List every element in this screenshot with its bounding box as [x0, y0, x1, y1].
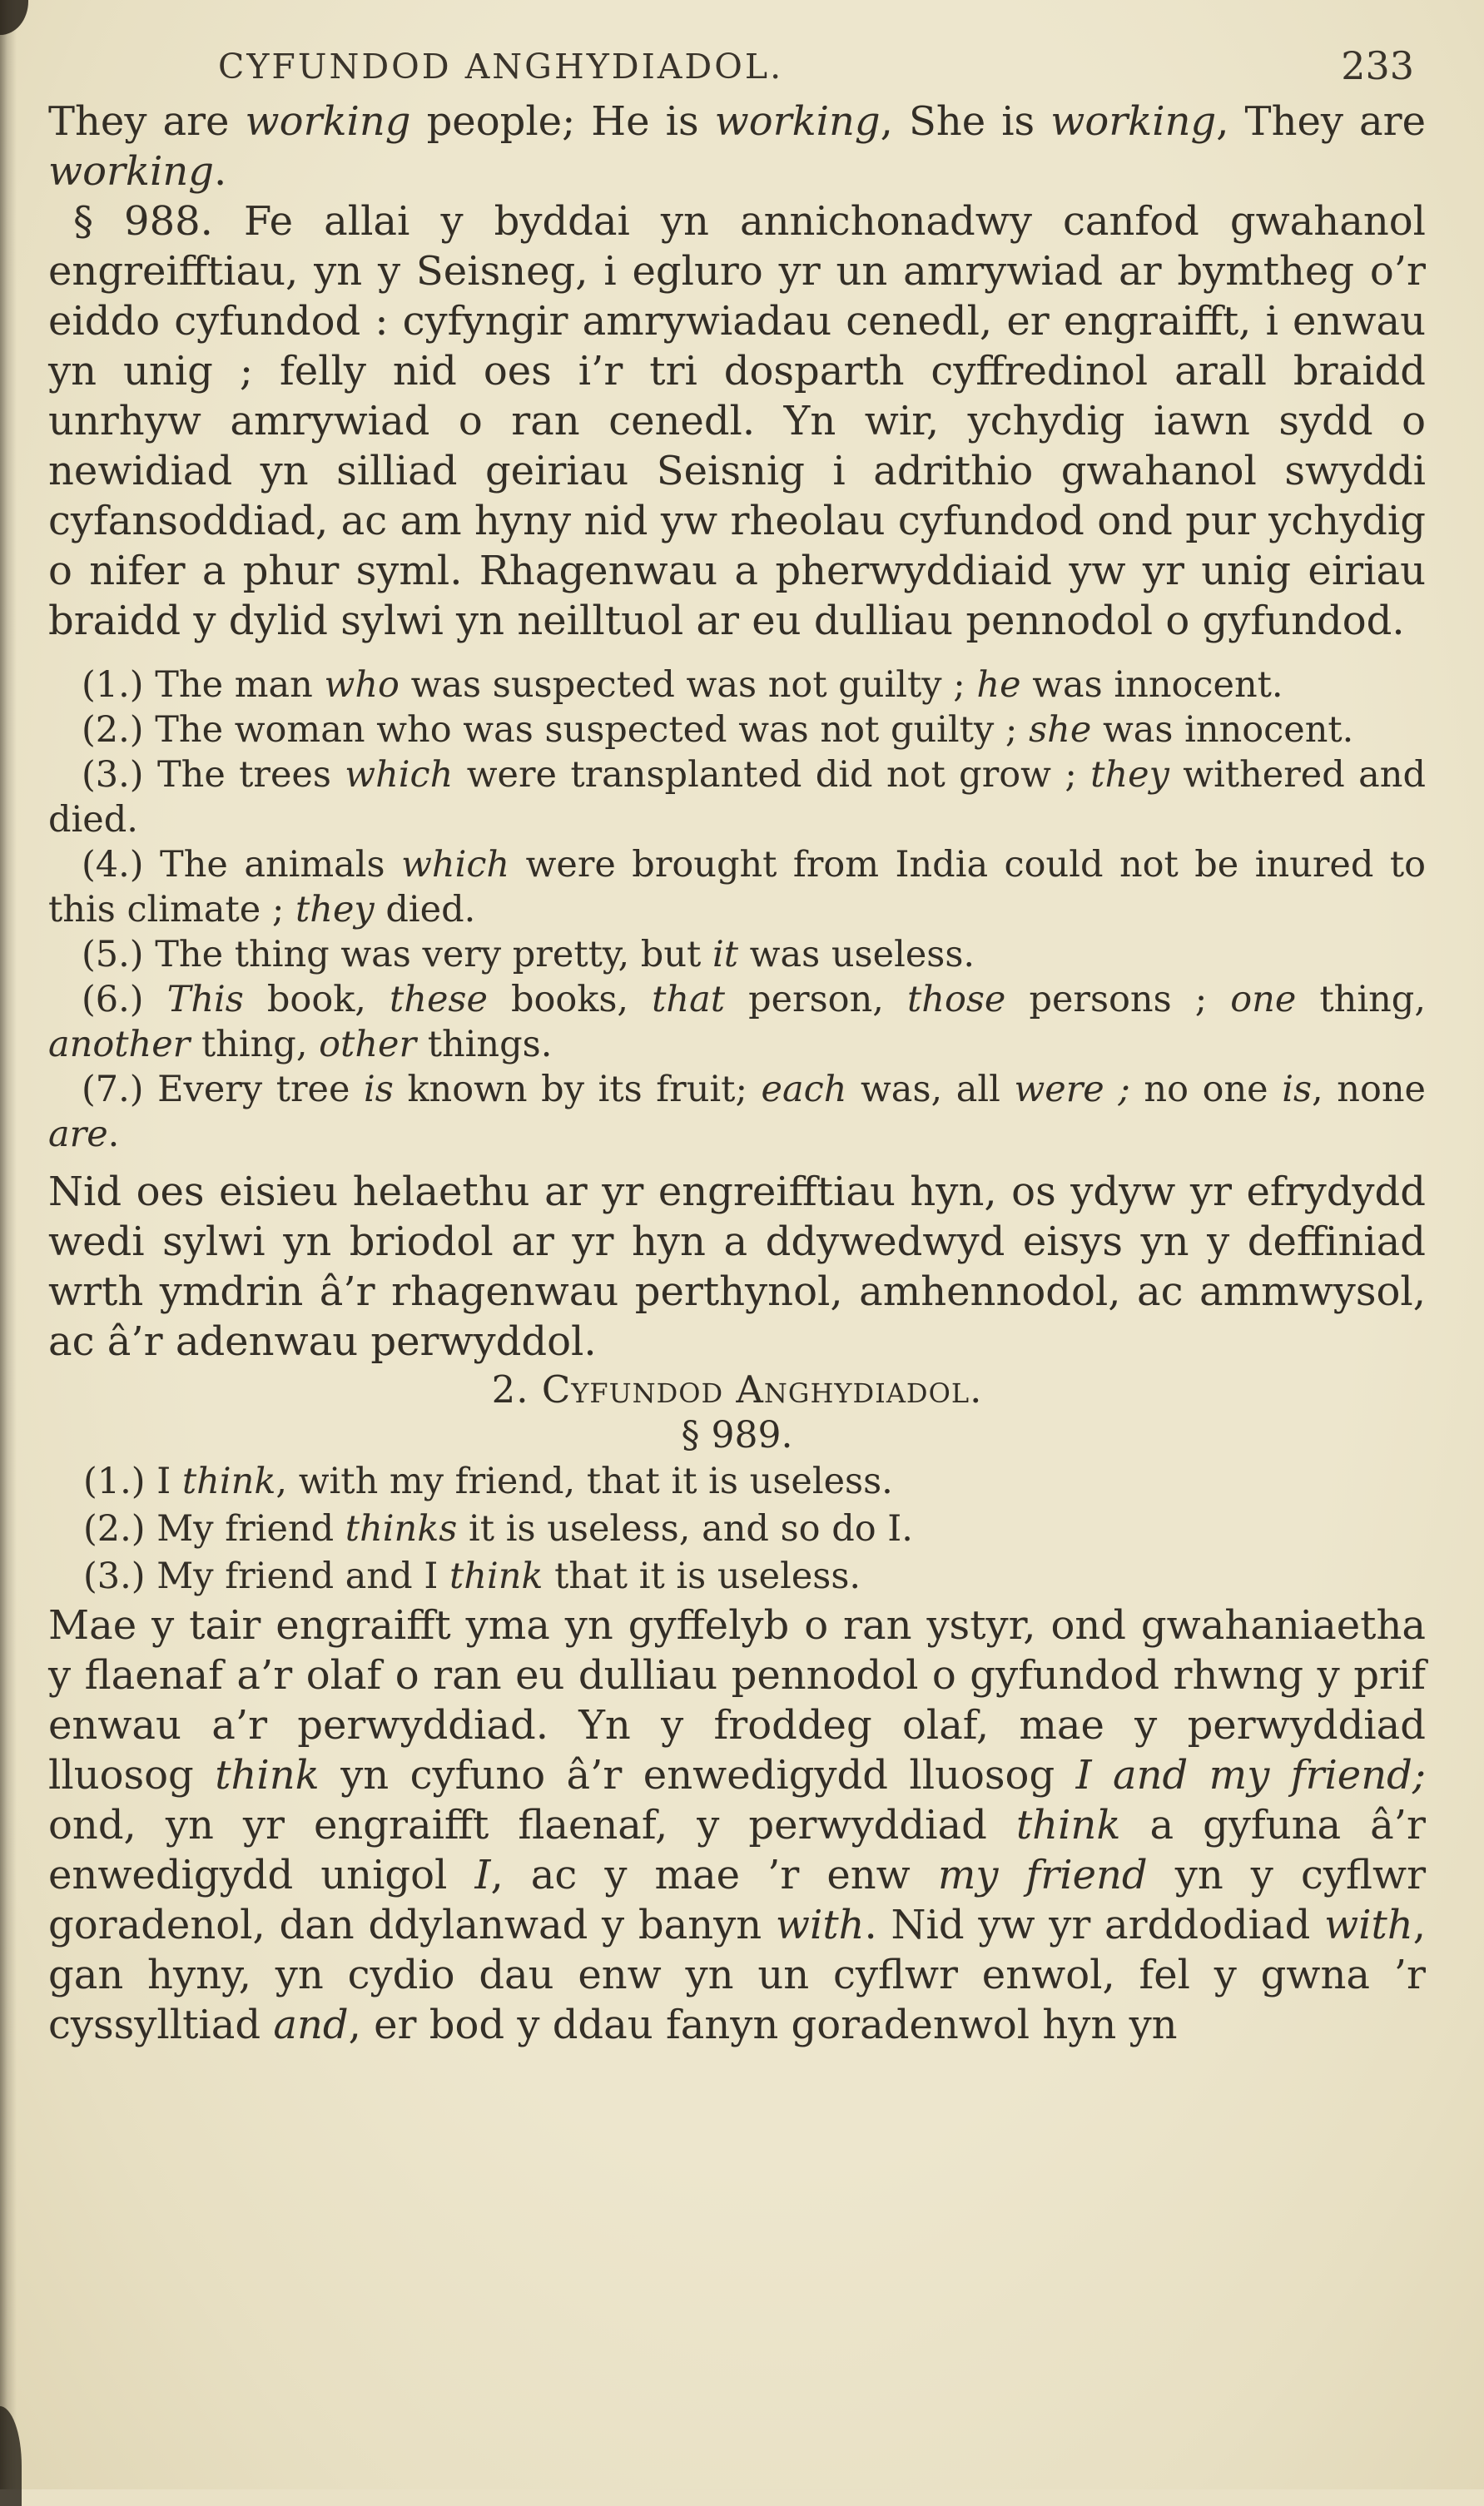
text-segment: Mae y tair engraifft yma yn gyffelyb o ran ystyr, ond gwahaniaetha y flaenaf a’r olaf o ran eu dulliau pennodol o gyfundod rhwng y prif enwau a’r perwyddiad. Yn y froddeg olaf, mae y perwyddiad lluosog	[48, 1602, 1426, 1799]
text-segment: , with my friend, that it is useless.	[275, 1461, 893, 1502]
italic-emphasis: with	[775, 1902, 865, 1948]
running-header-title: CYFUNDOD ANGHYDIADOL.	[218, 47, 784, 87]
italic-emphasis: they	[1090, 754, 1169, 796]
text-segment: person,	[725, 979, 907, 1020]
example-item-6	[48, 977, 1426, 1067]
italic-emphasis: think	[215, 1752, 320, 1799]
example-item-1	[48, 662, 1426, 707]
text-segment: , She is	[880, 98, 1051, 145]
italic-emphasis: This	[166, 979, 244, 1020]
italic-emphasis: who	[324, 664, 400, 706]
text-segment: were brought from India could not be inured to this climate ;	[48, 844, 1427, 930]
section-988-paragraph	[48, 196, 1426, 646]
text-segment: § 989.	[681, 1414, 793, 1456]
list-item-1	[48, 1458, 1426, 1506]
text-segment: yn cyfuno â’r enwedigydd lluosog	[319, 1752, 1076, 1799]
text-segment: . Nid yw yr arddodiad	[864, 1902, 1325, 1948]
example-item-4	[48, 842, 1426, 932]
page-body	[48, 97, 1426, 2050]
text-segment: ond, yn yr engraifft flaenaf, y perwyddiad	[48, 1802, 1016, 1848]
text-segment: books,	[487, 979, 653, 1020]
italic-emphasis: which	[345, 754, 454, 796]
text-segment: , They are	[1216, 98, 1427, 145]
italic-emphasis: it	[712, 934, 739, 975]
text-segment: known by its fruit;	[393, 1069, 762, 1110]
text-segment: (5.) The thing was very pretty, but	[82, 934, 712, 975]
italic-emphasis: think	[181, 1461, 276, 1502]
text-segment: (3.) My friend and I	[83, 1556, 449, 1597]
text-segment: withered and died.	[48, 754, 1426, 841]
text-segment: They are	[48, 98, 246, 145]
italic-emphasis: are	[48, 1114, 108, 1155]
page-number: 233	[1341, 43, 1414, 88]
text-segment: was suspected was not guilty ;	[399, 664, 977, 706]
example-item-5	[48, 932, 1426, 977]
italic-emphasis: working	[245, 98, 411, 145]
text-segment: , er bod y ddau fanyn goradenwol hyn yn	[348, 2002, 1178, 2048]
text-segment: thing,	[1296, 979, 1426, 1020]
example-item-2	[48, 707, 1426, 752]
text-segment: were transplanted did not grow ;	[453, 754, 1091, 796]
italic-emphasis: which	[401, 844, 510, 886]
text-segment: (6.)	[82, 979, 167, 1020]
italic-emphasis: each	[761, 1069, 847, 1110]
italic-emphasis: that	[652, 979, 726, 1020]
text-segment: .	[214, 148, 227, 195]
text-segment: was innocent.	[1020, 664, 1283, 706]
text-segment: , gan hyny, yn cydio dau enw yn un cyflwr enwol, fel y gwna ’r cyssylltiad	[48, 1902, 1427, 2048]
text-segment: it is useless, and so do I.	[457, 1508, 913, 1550]
example-item-7	[48, 1067, 1426, 1157]
text-segment: (1.) The man	[82, 664, 325, 706]
italic-emphasis: think	[449, 1556, 543, 1597]
italic-emphasis: is	[364, 1069, 394, 1110]
scan-edge-shadow	[0, 0, 17, 2489]
text-segment: (7.) Every tree	[82, 1069, 365, 1110]
text-segment: that it is useless.	[543, 1556, 861, 1597]
example-item-3	[48, 752, 1426, 842]
text-segment: died.	[374, 889, 476, 930]
text-segment: 2. Cyfundod Anghydiadol.	[491, 1367, 983, 1412]
final-paragraph	[48, 1600, 1426, 2050]
opening-paragraph	[48, 97, 1426, 196]
italic-emphasis: is	[1282, 1069, 1313, 1110]
italic-emphasis: think	[1015, 1802, 1121, 1848]
italic-emphasis: another	[48, 1024, 191, 1065]
section-heading	[48, 1367, 1426, 1413]
text-segment: .	[107, 1114, 120, 1155]
italic-emphasis: and	[273, 2002, 349, 2048]
text-segment: , none	[1312, 1069, 1427, 1110]
italic-emphasis: working	[1050, 98, 1217, 145]
list-item-2	[48, 1506, 1426, 1553]
italic-emphasis: I	[474, 1852, 491, 1898]
italic-emphasis: working	[48, 148, 215, 195]
text-segment: Nid oes eisieu helaethu ar yr engreifftiau hyn, os ydyw yr efrydydd wedi sylwi yn briodol ar yr hyn a ddywedwyd eisys yn y deffiniad wrth ymdrin â’r rhagenwau perthynol, amhennodol, ac ammwysol, ac â’r adenwau perwyddol.	[48, 1169, 1426, 1365]
italic-emphasis: they	[295, 889, 375, 930]
text-segment: book,	[243, 979, 390, 1020]
text-segment: , ac y mae ’r enw	[490, 1852, 938, 1898]
text-segment: a gyfuna â’r enwedigydd unigol	[48, 1802, 1426, 1898]
text-segment: (4.) The animals	[82, 844, 402, 886]
list-item-3	[48, 1553, 1426, 1600]
text-segment: (2.) My friend	[83, 1508, 345, 1550]
italic-emphasis: she	[1029, 709, 1092, 751]
italic-emphasis: my friend	[937, 1852, 1148, 1898]
text-segment: (3.) The trees	[82, 754, 345, 796]
italic-emphasis: he	[976, 664, 1021, 706]
italic-emphasis: these	[389, 979, 488, 1020]
italic-emphasis: those	[907, 979, 1006, 1020]
italic-emphasis: I and my friend;	[1075, 1752, 1427, 1799]
text-segment: was, all	[846, 1069, 1015, 1110]
text-segment: was innocent.	[1091, 709, 1354, 751]
text-segment: things.	[416, 1024, 553, 1065]
text-segment: yn y cyflwr goradenol, dan ddylanwad y banyn	[48, 1852, 1427, 1948]
text-segment: people; He is	[410, 98, 715, 145]
italic-emphasis: one	[1230, 979, 1297, 1020]
italic-emphasis: thinks	[345, 1508, 458, 1550]
text-segment: thing,	[190, 1024, 320, 1065]
text-segment: no one	[1129, 1069, 1283, 1110]
section-number	[48, 1413, 1426, 1458]
italic-emphasis: working	[714, 98, 881, 145]
text-segment: § 988. Fe allai y byddai yn annichonadwy canfod gwahanol engreifftiau, yn y Seisneg, i egluro yr un amrywiad ar bymtheg o’r eiddo cyfundod : cyfyngir amrywiadau cenedl, er engraifft, i enwau yn unig ; felly nid oes i’r tri dosparth cyffredinol arall braidd unrhyw amrywiad o ran cenedl. Yn wir, ychydig iawn sydd o newidiad yn silliad geiriau Seisnig i adrithio gwahanol swyddi cyfansoddiad, ac am hyny nid yw rheolau cyfundod ond pur ychydig o nifer a phur syml. Rhagenwau a pherwyddiaid yw yr unig eiriau braidd y dylid sylwi yn neilltuol ar eu dulliau pennodol o gyfundod.	[48, 198, 1426, 644]
text-segment: persons ;	[1005, 979, 1231, 1020]
text-segment: (2.) The woman who was suspected was not guilty ;	[82, 709, 1030, 751]
italic-emphasis: with	[1324, 1902, 1413, 1948]
italic-emphasis: were ;	[1014, 1069, 1130, 1110]
text-segment: (1.) I	[83, 1461, 182, 1502]
running-header	[0, 43, 1484, 97]
closing-note-paragraph	[48, 1167, 1426, 1367]
text-segment: was useless.	[738, 934, 975, 975]
italic-emphasis: other	[319, 1024, 417, 1065]
